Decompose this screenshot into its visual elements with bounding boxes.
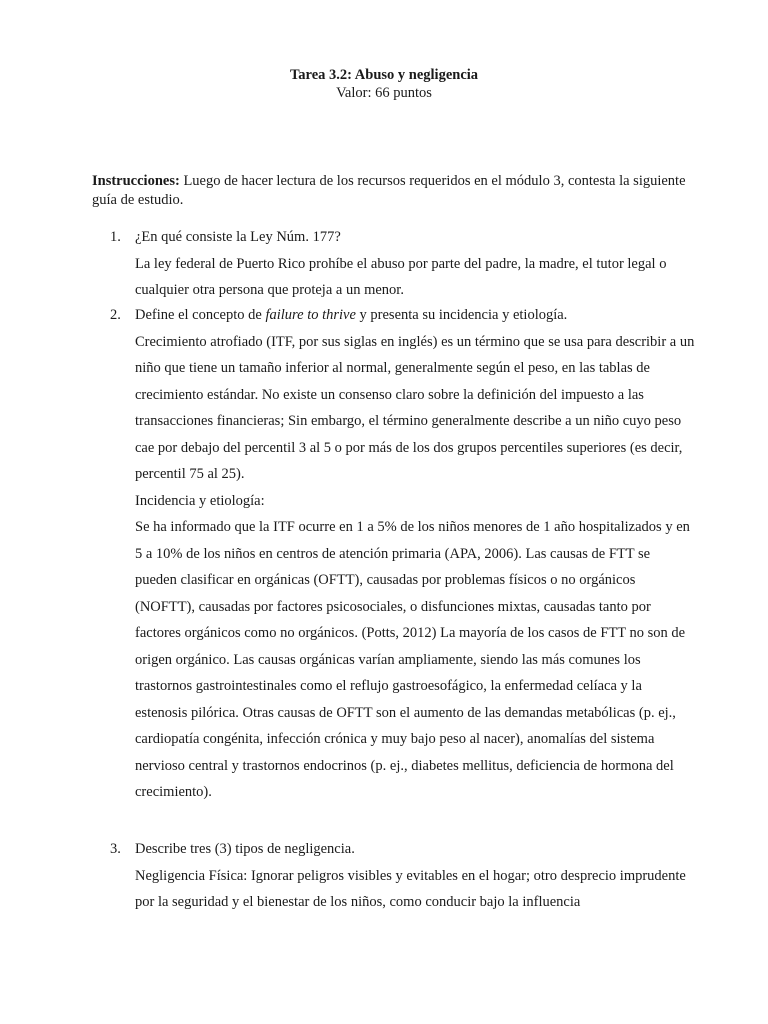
question-1-number: 1. — [110, 229, 121, 245]
document-title: Tarea 3.2: Abuso y negligencia — [289, 67, 479, 83]
question-2-incidence: Se ha informado que la ITF ocurre en 1 a 5% de los niños menores de 1 año hospitalizados y en 5 a 10% de los niños en centros de atención primaria (APA, 2006). Las causas de FTT se pueden clasificar en orgánicas (OFTT), causadas por problemas físicos o no orgánicos (NOFTT), causadas por factores psicosociales, o disfunciones mixtas, causadas tanto por factores orgánicos como no orgánicos. (Potts, 2012) La mayoría de los casos de FTT no son de origen orgánico. Las causas orgánicas varían ampliamente, siendo las más comunes los trastornos gastrointestinales como el reflujo gastroesofágico, la enfermedad celíaca y la estenosis pilórica. Otras causas de OFTT son el aumento de las demandas metabólicas (p. ej., cardiopatía congénita, infección crónica y muy bajo peso al nacer), anomalías del sistema nervioso central y trastornos endocrinos (p. ej., diabetes mellitus, deficiencia de hormona del crecimiento). — [135, 519, 690, 800]
question-3-answer: Negligencia Física: Ignorar peligros visibles y evitables en el hogar; otro desprecio imprudente por la seguridad y el bienestar de los niños, como conducir bajo la influencia — [135, 867, 686, 910]
question-2-text-post: y presenta su incidencia y etiología. — [355, 307, 568, 323]
question-3-number: 3. — [110, 841, 121, 857]
instructions-paragraph — [92, 172, 692, 210]
instructions-text: Luego de hacer lectura de los recursos requeridos en el módulo 3, contesta la siguiente guía de estudio. — [92, 173, 686, 208]
question-2-text-pre: Define el concepto de — [135, 307, 266, 323]
question-2-text — [135, 302, 695, 329]
question-2-term: failure to thrive — [265, 307, 356, 323]
instructions-label: Instrucciones: — [92, 173, 180, 189]
question-1-block — [135, 224, 695, 304]
question-1-text: ¿En qué consiste la Ley Núm. 177? — [135, 229, 341, 245]
question-3-text: Describe tres (3) tipos de negligencia. — [135, 841, 355, 857]
question-2-number: 2. — [110, 307, 121, 323]
question-2-definition: Crecimiento atrofiado (ITF, por sus siglas en inglés) es un término que se usa para describir a un niño que tiene un tamaño inferior al normal, generalmente según el peso, en las tablas de crecimiento estándar. No existe un consenso claro sobre la definición del impuesto a las transacciones financieras; Sin embargo, el término generalmente describe a un niño cuyo peso cae por debajo del percentil 3 al 5 o por más de los dos grupos percentiles superiores (es decir, percentil 75 al 25). — [135, 333, 695, 482]
question-1-answer: La ley federal de Puerto Rico prohíbe el abuso por parte del padre, la madre, el tutor legal o cualquier otra persona que proteja a un menor. — [135, 255, 667, 298]
question-2-block — [135, 302, 695, 806]
document-subtitle: Valor: 66 puntos — [336, 85, 432, 101]
question-3-block — [135, 836, 695, 916]
question-2-heading: Incidencia y etiología: — [135, 492, 265, 509]
